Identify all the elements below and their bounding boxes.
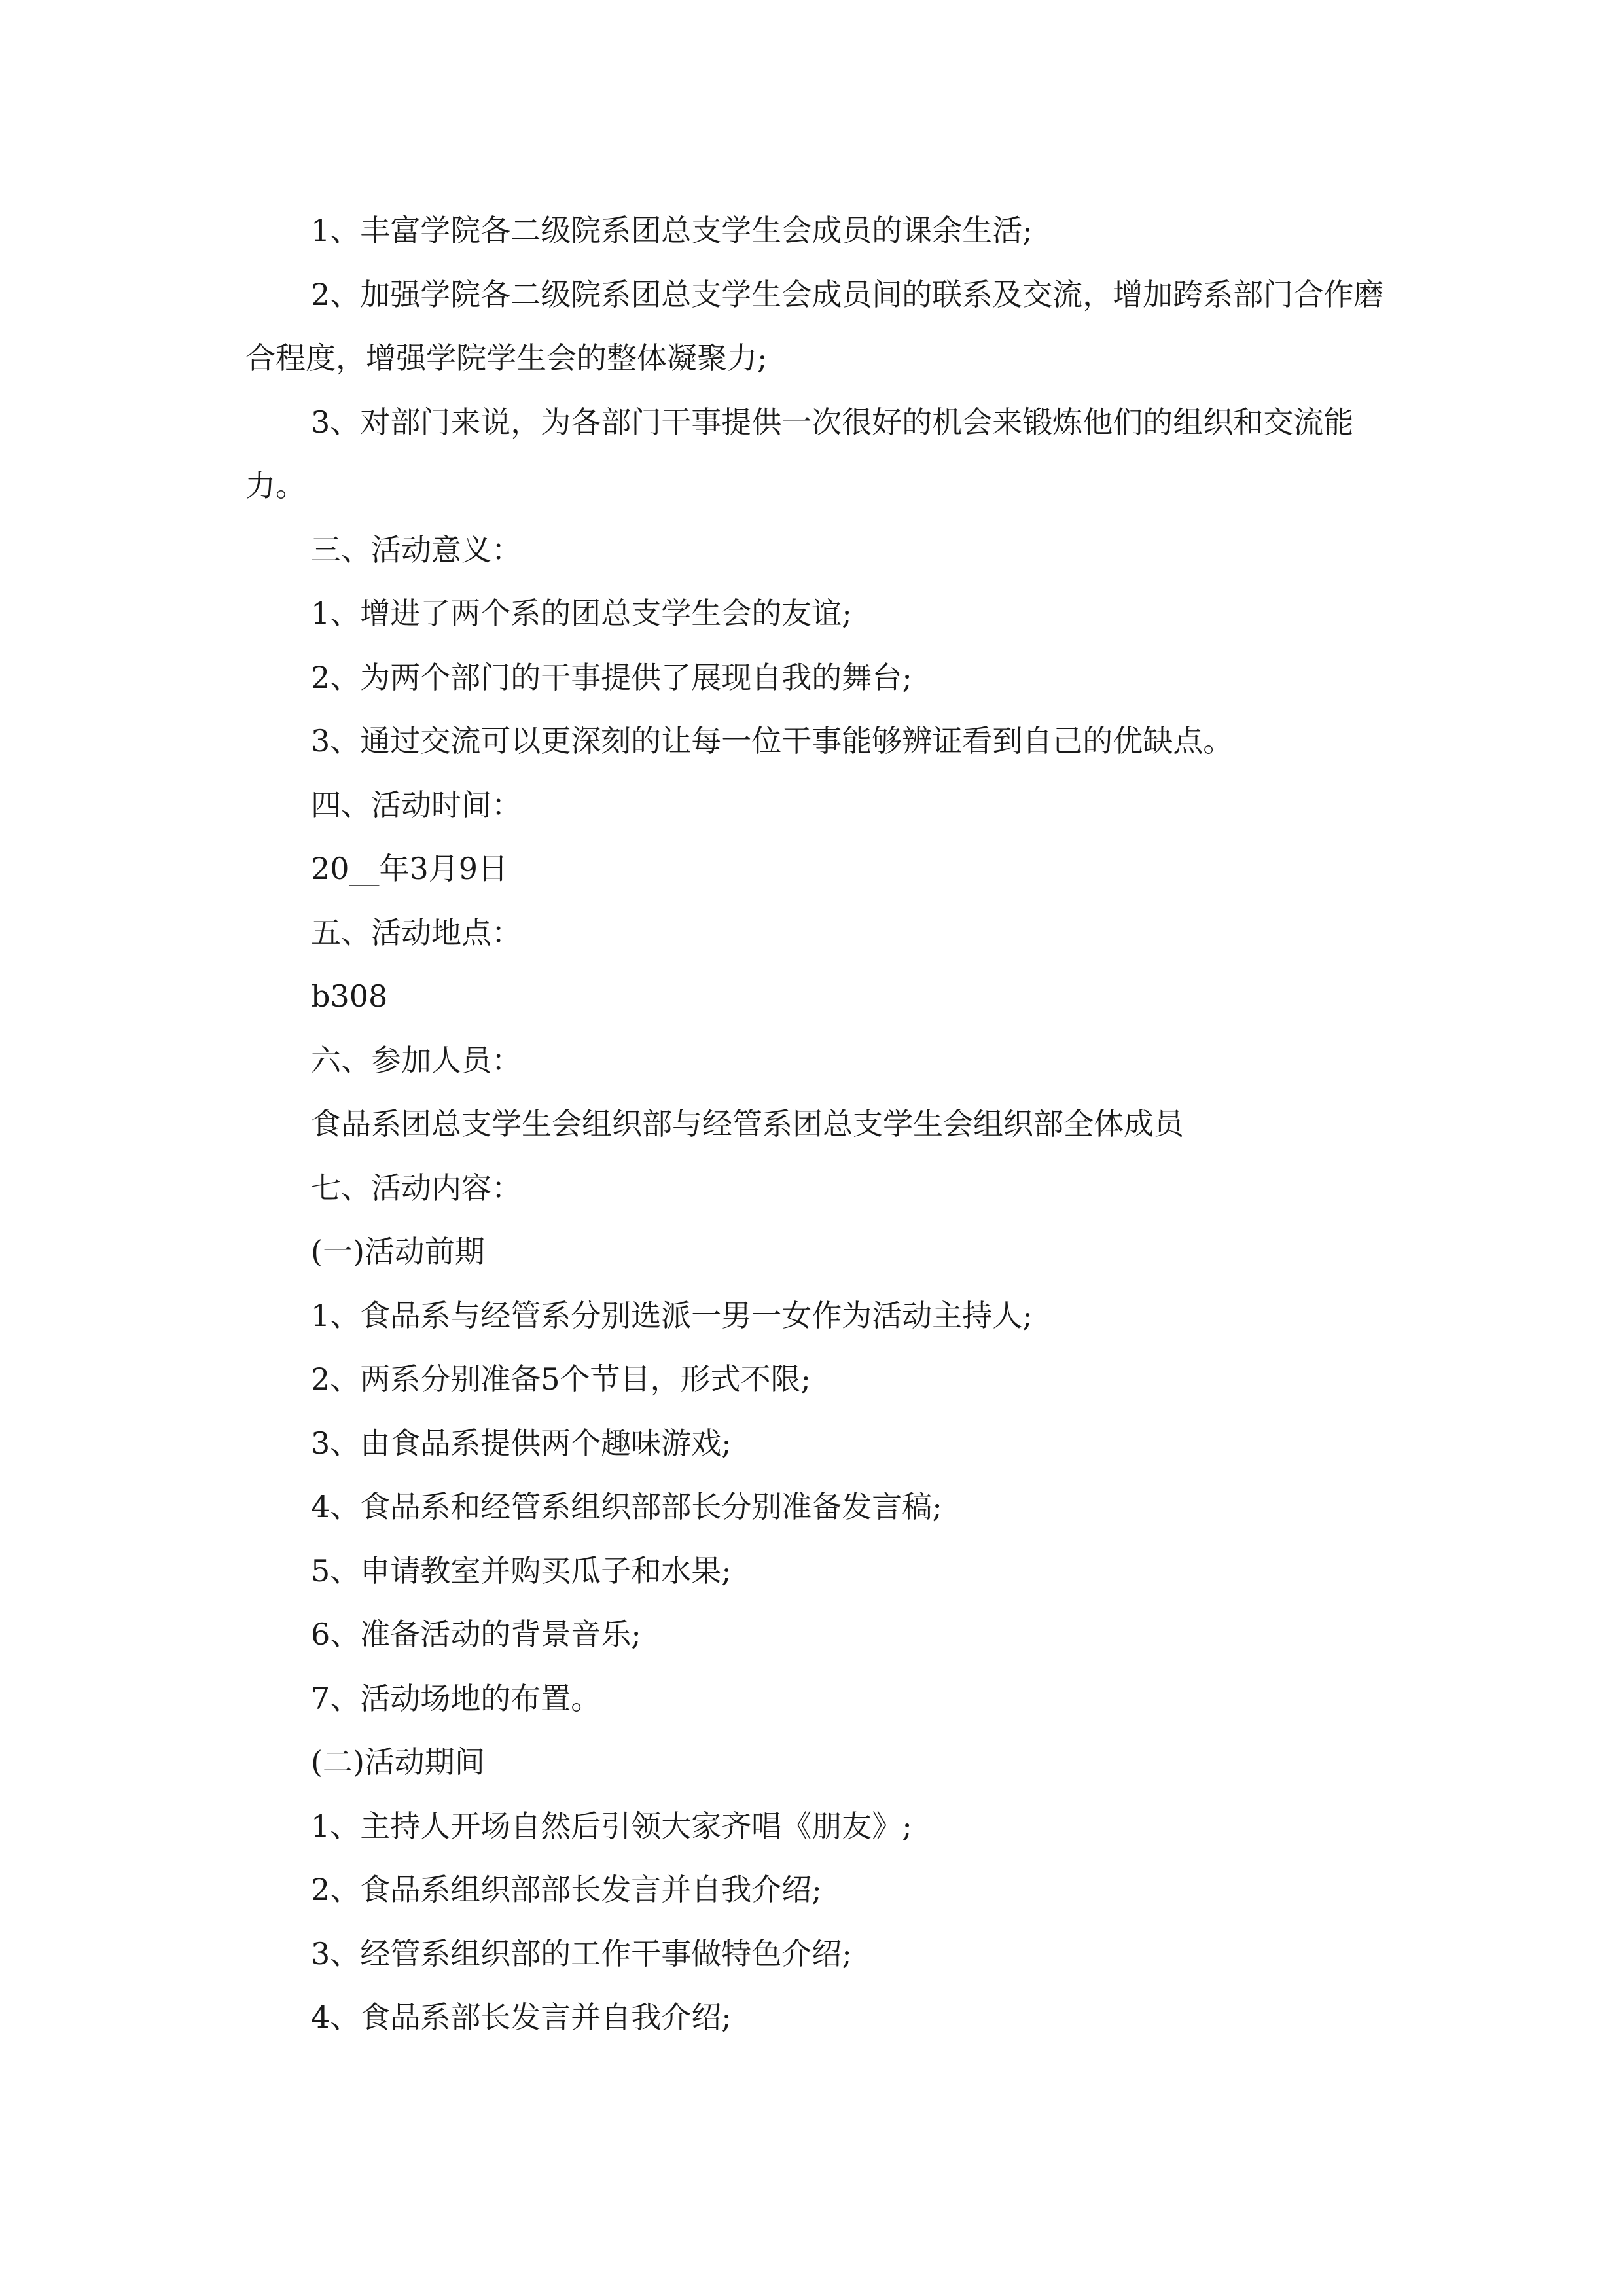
section-value: b308 <box>311 978 388 1014</box>
list-item: 4、食品系和经管系组织部部长分别准备发言稿; <box>311 1489 942 1524</box>
section-heading: 三、活动意义： <box>311 531 522 567</box>
list-item: 6、准备活动的背景音乐; <box>311 1617 641 1652</box>
section-value: 20__年3月9日 <box>311 851 508 886</box>
list-item: 2、为两个部门的干事提供了展现自我的舞台; <box>311 659 912 695</box>
list-item: 5、申请教室并购买瓜子和水果; <box>311 1552 732 1588</box>
list-item: 7、活动场地的布置。 <box>311 1680 601 1716</box>
list-item: 2、食品系组织部部长发言并自我介绍; <box>311 1872 822 1907</box>
section-heading: 六、参加人员： <box>311 1042 522 1078</box>
list-item: 2、两系分别准备5个节目，形式不限; <box>311 1361 812 1397</box>
list-item: 1、增进了两个系的团总支学生会的友谊; <box>311 596 852 631</box>
section-heading: 七、活动内容： <box>311 1170 522 1206</box>
list-item: 3、通过交流可以更深刻的让每一位干事能够辨证看到自己的优缺点。 <box>311 723 1234 759</box>
list-item: 4、食品系部长发言并自我介绍; <box>311 2000 732 2035</box>
section-heading: 五、活动地点： <box>311 914 522 950</box>
list-item: 3、由食品系提供两个趣味游戏; <box>311 1425 732 1461</box>
paragraph: 3、对部门来说，为各部门干事提供一次很好的机会来锻炼他们的组织和交流能力。 <box>245 404 1354 503</box>
subsection-heading: (二)活动期间 <box>311 1744 485 1780</box>
subsection-heading: (一)活动前期 <box>311 1234 485 1269</box>
list-item: 3、经管系组织部的工作干事做特色介绍; <box>311 1935 852 1971</box>
paragraph: 1、丰富学院各二级院系团总支学生会成员的课余生活; <box>311 213 1033 248</box>
document-body <box>245 199 1384 2050</box>
section-heading: 四、活动时间： <box>311 787 522 823</box>
list-item: 1、主持人开场自然后引领大家齐唱《朋友》; <box>311 1808 912 1844</box>
paragraph: 2、加强学院各二级院系团总支学生会成员间的联系及交流，增加跨系部门合作磨合程度，增强学院学生会的整体凝聚力; <box>245 276 1384 376</box>
section-value: 食品系团总支学生会组织部与经管系团总支学生会组织部全体成员 <box>311 1106 1184 1141</box>
list-item: 1、食品系与经管系分别选派一男一女作为活动主持人; <box>311 1297 1033 1333</box>
